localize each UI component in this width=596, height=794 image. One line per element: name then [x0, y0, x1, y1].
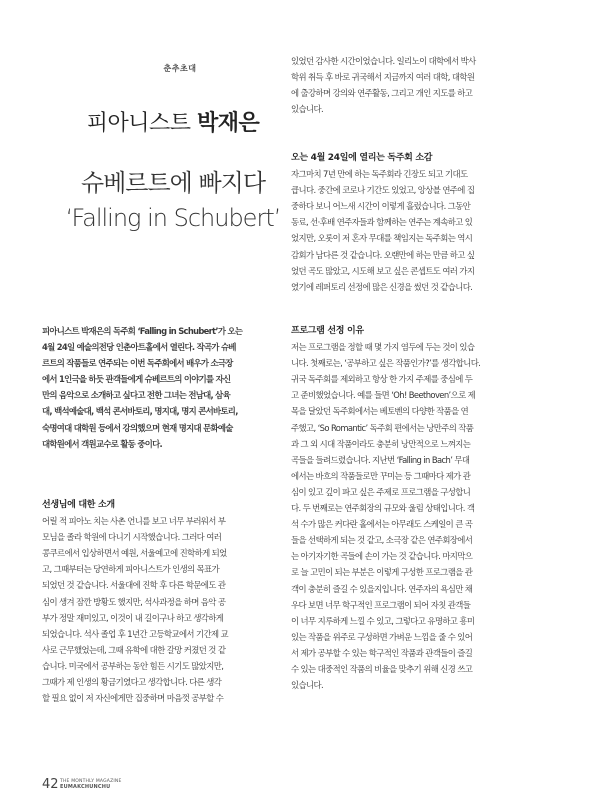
body-line: 었던 곡도 많았고, 시도해 보고 싶은 콘셉트도 여러 가지 — [291, 265, 475, 276]
body-line: 였기에 레퍼토리 선정에 많은 신경을 썼던 것 같습니다. — [291, 281, 473, 292]
body-line: 우다 보면 너무 학구적인 프로그램이 되어 자칫 관객들 — [291, 599, 471, 610]
right-column-top — [291, 53, 525, 117]
page-number: 42 — [42, 777, 59, 792]
body-line: 수 있는 대중적인 작품의 비율을 맞추기 위해 신경 쓰고 — [291, 663, 473, 674]
body-line: 동료, 선·후배 연주자들과 함께하는 연주는 계속하고 있 — [291, 217, 473, 228]
subtitle-line-2: ‘Falling in Schubert’ — [65, 204, 281, 232]
section-body — [42, 513, 276, 706]
body-line: 고 준비했었습니다. 예를 들면 ‘Oh! Beethoven’으로 제 — [291, 390, 476, 401]
body-line: 부가 정말 재미있고, 이것이 내 길이구나 하고 생각하게 — [42, 612, 224, 623]
body-line: 학위 취득 후 바로 귀국해서 지금까지 여러 대학, 대학원 — [291, 72, 475, 83]
intro-line: 대학원에서 객원교수로 활동 중이다. — [42, 438, 162, 449]
body-line: 저는 프로그램을 정할 때 몇 가지 염두에 두는 것이 있습 — [291, 342, 475, 353]
left-column-section — [42, 497, 276, 706]
article-subtitle — [42, 166, 304, 236]
section-heading-recital: 오는 4월 24일에 열리는 독주회 소감 — [291, 153, 433, 163]
body-line: 는 아기자기한 곡들에 손이 가는 것 같습니다. 마지막으 — [291, 551, 473, 562]
body-line: 자그마치 7년 만에 하는 독주회라 긴장도 되고 기대도 — [291, 169, 468, 180]
intro-line: 르트의 작품들로 연주되는 이번 독주회에서 배우가 소극장 — [42, 358, 233, 369]
body-line: 심이 있고 깊이 파고 싶은 주제로 프로그램을 구성합니 — [291, 486, 471, 497]
body-line: 목을 달았던 독주회에서는 베토벤의 다양한 작품을 연 — [291, 406, 469, 417]
magazine-line-1: THE MONTHLY MAGAZINE — [60, 779, 122, 784]
body-line: 석 수가 많은 커다란 홀에서는 아무래도 스케일이 큰 곡 — [291, 519, 473, 530]
body-line: 습니다. 미국에서 공부하는 동안 힘든 시기도 많았지만, — [42, 660, 224, 671]
right-column-section-recital — [291, 150, 525, 295]
body-line: 감회가 남다른 것 같습니다. 오랜만에 하는 만큼 하고 싶 — [291, 249, 475, 260]
body-line: 심이 생겨 잠깐 방황도 했지만, 석사과정을 하며 음악 공 — [42, 596, 226, 607]
intro-line: 대, 백석예술대, 백석 콘서바토리, 명지대, 명지 콘서바토리, — [42, 406, 238, 417]
title-name: 박재은 — [197, 111, 260, 136]
intro-line: 만의 음악으로 소개하고 싶다고 전한 그녀는 전남대, 삼육 — [42, 390, 230, 401]
body-line: 로 늘 고민이 되는 부분은 이렇게 구성한 프로그램을 관 — [291, 567, 473, 578]
article-title — [42, 106, 304, 137]
body-line: 되었습니다. 석사 졸업 후 1년간 고등학교에서 기간제 교 — [42, 628, 229, 639]
intro-line: 4월 24일 예술의전당 인춘아트홀에서 열린다. 작곡가 슈베 — [42, 342, 236, 353]
intro-line: 숙명여대 대학원 등에서 강의했으며 현재 명지대 문화예술 — [42, 422, 233, 433]
body-line: 다. 두 번째로는 연주회장의 규모와 울림 상태입니다. 객 — [291, 503, 475, 514]
body-line: 었지만, 오롯이 저 혼자 무대를 책임지는 독주회는 역시 — [291, 233, 473, 244]
body-line: 있었던 감사한 시간이었습니다. 일리노이 대학에서 박사 — [291, 56, 476, 66]
left-column — [42, 323, 276, 452]
body-line: 할 필요 없이 저 자신에게만 집중하며 마음껏 공부할 수 — [42, 693, 224, 704]
body-line: 고, 그때부터는 당연하게 피아니스트가 인생의 목표가 — [42, 564, 220, 575]
body-line: 어릴 적 피아노 치는 사촌 언니를 보고 너무 부러워서 부 — [42, 516, 226, 527]
magazine-line-2: EUMAKCHUNCHU — [60, 783, 111, 790]
intro-line: 에서 1인극을 하듯 관객들에게 슈베르트의 이야기를 자신 — [42, 374, 231, 385]
body-line: 곡들을 들려드렸습니다. 지난번 ‘Falling in Bach’ 무대 — [291, 454, 470, 465]
body-line: 귀국 독주회를 제외하고 항상 한 가지 주제를 중심에 두 — [291, 374, 473, 385]
body-line: 에서는 바흐의 작품들로만 꾸미는 등 그때마다 제가 관 — [291, 470, 471, 481]
body-line: 들을 선택하게 되는 것 같고, 소극장 같은 연주회장에서 — [291, 535, 473, 546]
body-line: 그때가 제 인생의 황금기였다고 생각합니다. 다른 생각 — [42, 677, 222, 688]
section-heading-intro: 선생님에 대한 소개 — [42, 500, 115, 510]
title-profession: 피아니스트 — [86, 111, 191, 136]
section-category: 춘추초대 — [163, 64, 197, 73]
body-line: 주했고, ‘So Romantic’ 독주회 편에서는 낭만주의 작품 — [291, 422, 474, 433]
body-line: 있습니다. — [291, 680, 324, 691]
body-line: 서 제가 공부할 수 있는 학구적인 작품과 관객들이 즐길 — [291, 647, 473, 658]
body-line: 있습니다. — [291, 104, 324, 115]
body-line: 콩쿠르에서 입상하면서 예원, 서울예고에 진학하게 되었 — [42, 548, 227, 559]
section-heading-program: 프로그램 선정 이유 — [291, 326, 364, 336]
body-line: 과 그 외 시대 작품이라도 충분히 낭만적으로 느껴지는 — [291, 438, 471, 449]
body-line: 큽니다. 중간에 코로나 기간도 있었고, 앙상블 연주에 집 — [291, 185, 475, 196]
intro-line: 피아니스트 박재은의 독주회 ‘Falling in Schubert’가 오는 — [42, 326, 243, 336]
body-line: 니다. 첫째로는, ‘공부하고 싶은 작품인가?’를 생각합니다. — [291, 358, 481, 369]
body-line: 이 너무 지루하게 느낄 수 있고, 그렇다고 유명하고 흥미 — [291, 615, 475, 626]
right-column-section-program — [291, 323, 525, 693]
body-line: 되었던 것 같습니다. 서울대에 진학 후 다른 학문에도 관 — [42, 580, 226, 591]
body-line: 모님을 졸라 학원에 다니기 시작했습니다. 그러다 여러 — [42, 532, 222, 543]
intro-paragraph — [42, 323, 276, 452]
magazine-name — [60, 779, 122, 790]
body-line: 에 출강하며 강의와 연주활동, 그리고 개인 지도를 하고 — [291, 88, 473, 99]
body-line: 객이 충분히 즐길 수 있을지입니다. 연주자의 욕심만 채 — [291, 583, 473, 594]
body-line: 중하다 보니 어느새 시간이 이렇게 흘렀습니다. 그동안 — [291, 201, 471, 212]
body-line: 사로 근무했었는데, 그때 유학에 대한 갈망 커졌던 것 같 — [42, 644, 226, 655]
subtitle-line-1: 슈베르트에 빠지다 — [80, 169, 266, 197]
body-line: 있는 작품을 위주로 구성하면 가벼운 느낌을 줄 수 있어 — [291, 631, 473, 642]
